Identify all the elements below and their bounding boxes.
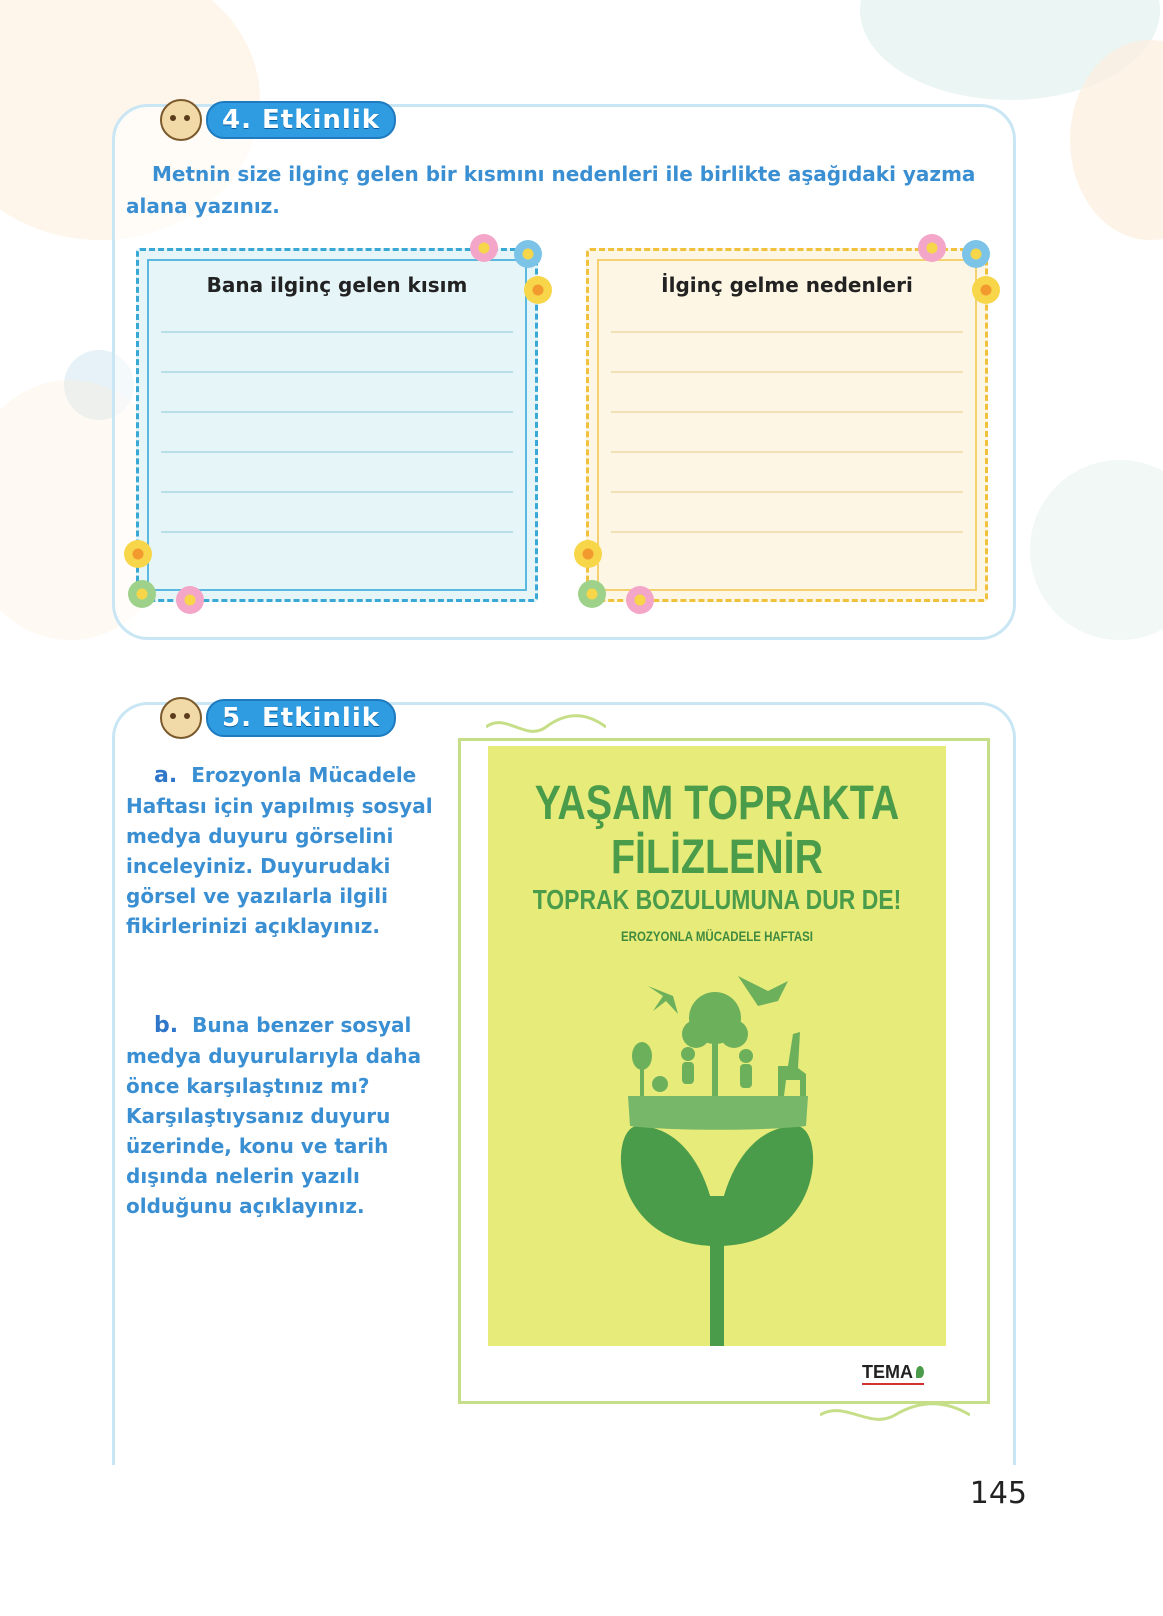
mascot-icon — [160, 697, 202, 739]
vine-decoration-top — [486, 712, 606, 742]
left-writing-box[interactable] — [136, 248, 538, 602]
writing-line — [611, 371, 963, 373]
flower-icon — [918, 234, 946, 262]
poster-subtitle: TOPRAK BOZULUMUNA DUR DE! — [532, 884, 902, 915]
activity-4-badge — [160, 98, 396, 142]
activity-5-title: 5. Etkinlik — [206, 699, 396, 737]
activity-4-title: 4. Etkinlik — [206, 101, 396, 139]
tema-logo — [862, 1362, 924, 1385]
writing-line — [161, 451, 513, 453]
writing-line — [161, 371, 513, 373]
writing-line — [611, 451, 963, 453]
poster-title-line2: FİLİZLENİR — [610, 831, 824, 884]
social-media-poster — [488, 746, 946, 1346]
writing-line — [161, 331, 513, 333]
left-box-title: Bana ilginç gelen kısım — [206, 273, 468, 297]
page-number: 145 — [969, 1476, 1027, 1511]
flower-icon — [574, 540, 602, 568]
writing-line — [611, 331, 963, 333]
tema-logo-text: TEMA — [862, 1362, 913, 1382]
flower-icon — [962, 240, 990, 268]
question-b-text: Buna benzer sosyal medya duyurularıyla daha önce karşılaştınız mı? Karşılaştıysanız duyuru üzerinde, konu ve tarih dışında nelerin yazılı olduğunu açıklayınız. — [126, 1013, 422, 1218]
question-a — [126, 760, 436, 941]
flower-icon — [524, 276, 552, 304]
bg-decoration — [1030, 460, 1163, 640]
flower-icon — [626, 586, 654, 614]
flower-icon — [470, 234, 498, 262]
flower-icon — [578, 580, 606, 608]
question-b-letter: b. — [154, 1013, 179, 1038]
left-box-inner-border — [147, 259, 527, 591]
writing-line — [611, 411, 963, 413]
leaf-icon — [916, 1366, 924, 1378]
poster-title-line1: YAŞAM TOPRAKTA — [534, 777, 900, 830]
poster-week: EROZYONLA MÜCADELE HAFTASI — [621, 928, 813, 944]
flower-icon — [176, 586, 204, 614]
writing-line — [611, 531, 963, 533]
flower-icon — [128, 580, 156, 608]
question-a-text: Erozyonla Mücadele Haftası için yapılmış sosyal medya duyuru görselini inceleyiniz. Duyurudaki görsel ve yazılarla ilgili fikirlerinizi açıklayınız. — [126, 763, 433, 938]
mascot-icon — [160, 99, 202, 141]
writing-line — [161, 411, 513, 413]
flower-icon — [124, 540, 152, 568]
question-a-letter: a. — [154, 763, 178, 788]
question-b — [126, 1010, 436, 1221]
right-writing-box[interactable] — [586, 248, 988, 602]
vine-decoration-bottom — [820, 1400, 970, 1430]
right-box-inner-border — [597, 259, 977, 591]
writing-line — [161, 531, 513, 533]
plant-illustration — [488, 956, 946, 1346]
writing-line — [161, 491, 513, 493]
right-box-title: İlginç gelme nedenleri — [661, 273, 913, 297]
flower-icon — [514, 240, 542, 268]
flower-icon — [972, 276, 1000, 304]
writing-line — [611, 491, 963, 493]
activity-4-instruction: Metnin size ilginç gelen bir kısmını nedenleri ile birlikte aşağıdaki yazma alana yazınız. — [126, 162, 976, 218]
activity-5-badge — [160, 696, 396, 740]
